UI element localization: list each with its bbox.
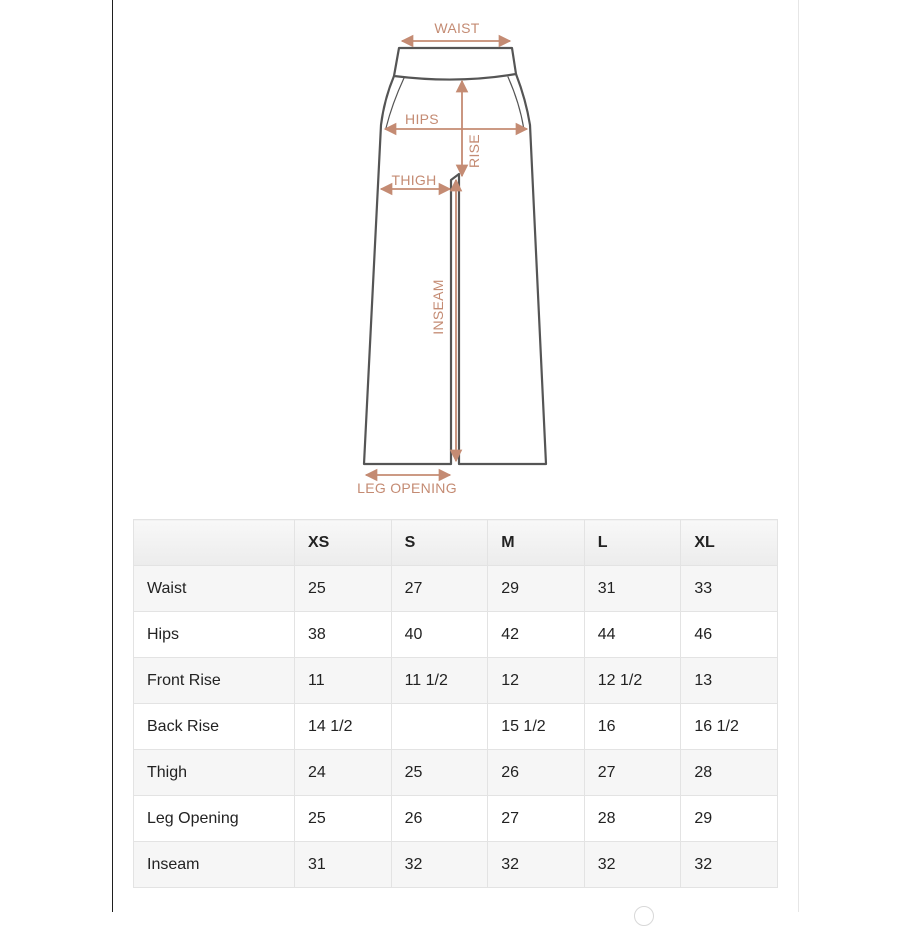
size-header-l: L (584, 520, 681, 566)
table-cell: 29 (681, 796, 778, 842)
corner-header-cell (134, 520, 295, 566)
table-cell: 46 (681, 612, 778, 658)
row-label: Waist (134, 566, 295, 612)
leg-opening-label: LEG OPENING (357, 480, 457, 496)
table-cell: 28 (584, 796, 681, 842)
table-cell: 38 (295, 612, 392, 658)
table-cell: 24 (295, 750, 392, 796)
table-cell: 13 (681, 658, 778, 704)
table-row (134, 750, 778, 796)
size-header-s: S (391, 520, 488, 566)
table-cell: 11 1/2 (391, 658, 488, 704)
pants-outline-icon (364, 48, 546, 464)
measurement-lines (366, 41, 527, 475)
table-cell: 15 1/2 (488, 704, 585, 750)
hips-label: HIPS (405, 111, 439, 127)
table-cell: 28 (681, 750, 778, 796)
pants-measurement-diagram (340, 14, 580, 504)
table-cell: 12 (488, 658, 585, 704)
scroll-to-top-button[interactable] (634, 906, 654, 926)
row-label: Inseam (134, 842, 295, 888)
row-label: Back Rise (134, 704, 295, 750)
row-label: Front Rise (134, 658, 295, 704)
thigh-label: THIGH (391, 172, 437, 188)
table-cell: 16 (584, 704, 681, 750)
table-cell: 29 (488, 566, 585, 612)
row-label: Leg Opening (134, 796, 295, 842)
size-header-xl: XL (681, 520, 778, 566)
table-cell: 42 (488, 612, 585, 658)
table-cell: 14 1/2 (295, 704, 392, 750)
table-cell: 27 (584, 750, 681, 796)
table-row (134, 796, 778, 842)
rise-label: RISE (466, 134, 482, 168)
table-cell: 32 (488, 842, 585, 888)
table-cell: 32 (681, 842, 778, 888)
table-cell (391, 704, 488, 750)
table-cell: 25 (295, 796, 392, 842)
page-left-border (112, 0, 113, 912)
page-right-border (798, 0, 799, 912)
size-header-m: M (488, 520, 585, 566)
table-row (134, 612, 778, 658)
inseam-label: INSEAM (430, 279, 446, 335)
table-cell: 25 (391, 750, 488, 796)
table-cell: 25 (295, 566, 392, 612)
table-cell: 26 (391, 796, 488, 842)
table-cell: 12 1/2 (584, 658, 681, 704)
size-header-row (134, 520, 778, 566)
table-cell: 31 (584, 566, 681, 612)
table-cell: 11 (295, 658, 392, 704)
table-cell: 27 (391, 566, 488, 612)
size-header-xs: XS (295, 520, 392, 566)
table-cell: 32 (391, 842, 488, 888)
table-cell: 27 (488, 796, 585, 842)
waist-label: WAIST (434, 20, 480, 36)
table-row (134, 566, 778, 612)
table-row (134, 842, 778, 888)
size-chart-table (133, 519, 778, 888)
table-cell: 31 (295, 842, 392, 888)
table-cell: 33 (681, 566, 778, 612)
table-cell: 32 (584, 842, 681, 888)
table-cell: 26 (488, 750, 585, 796)
table-row (134, 658, 778, 704)
table-row (134, 704, 778, 750)
table-cell: 40 (391, 612, 488, 658)
row-label: Hips (134, 612, 295, 658)
table-cell: 44 (584, 612, 681, 658)
row-label: Thigh (134, 750, 295, 796)
table-cell: 16 1/2 (681, 704, 778, 750)
